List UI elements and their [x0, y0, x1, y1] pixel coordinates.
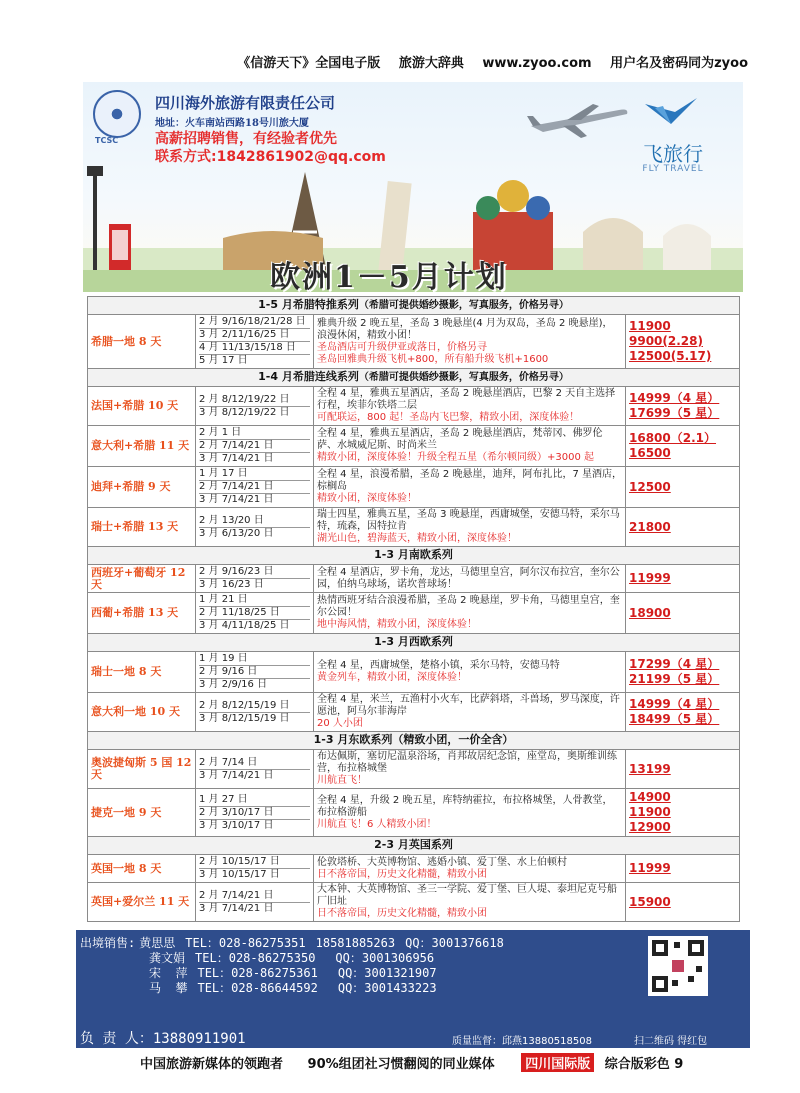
- departure-date: 2 月 8/12/15/19 日: [199, 700, 310, 713]
- itinerary-row: [88, 883, 740, 922]
- description-text: 瑞士四星，雅典五星，圣岛 3 晚悬崖，西庸城堡，安德马特，采尔马特，琉森，因特拉肯: [317, 509, 620, 532]
- itinerary-description: [314, 387, 626, 426]
- departure-dates: [196, 652, 314, 693]
- description-text: 布达佩斯，塞切尼温泉浴场，肖邦故居纪念馆，座堂岛，奥斯维训练营，布拉格城堡: [317, 751, 617, 774]
- itinerary-description: [314, 565, 626, 593]
- price-value: 12500: [629, 479, 671, 494]
- section-title: [88, 837, 740, 855]
- departure-date: 3 月 7/14/21 日: [199, 453, 274, 464]
- sales-qq: QQ：3001376618: [405, 936, 504, 950]
- header-line: [223, 52, 748, 71]
- departure-date: 1 月 17 日: [199, 468, 310, 481]
- manager-contact: 负 责 人：13880911901: [80, 1031, 246, 1047]
- price-value: 11999: [629, 571, 671, 585]
- sales-qq: QQ：3001321907: [337, 966, 437, 980]
- contact-email: 联系方式:1842861902@qq.com: [155, 149, 386, 165]
- departure-date: 1 月 27 日: [199, 794, 310, 807]
- price-cell: [626, 750, 740, 789]
- price-cell: [626, 426, 740, 467]
- section-title-text: 1-5 月希腊特推系列: [258, 298, 359, 311]
- route-name: 瑞士一地 8 天: [88, 652, 196, 693]
- sales-tel: TEL：028-86644592: [197, 981, 318, 995]
- sales-name: 宋 萍: [149, 966, 188, 980]
- bottom-slogan-line: [140, 1053, 683, 1072]
- departure-dates: [196, 750, 314, 789]
- qr-label: 扫二维码 得红包: [634, 1036, 708, 1047]
- sales-label: 出境销售:: [80, 936, 136, 950]
- itinerary-description: [314, 508, 626, 547]
- price-value: 14999（4 星）: [629, 391, 720, 405]
- website-link[interactable]: www.zyoo.com: [482, 56, 592, 71]
- departure-date: 2 月 13/20 日: [199, 515, 310, 528]
- page-header: [0, 0, 800, 80]
- itinerary-description: [314, 750, 626, 789]
- departure-date: 2 月 1 日: [199, 427, 310, 440]
- price-cell: [626, 883, 740, 922]
- itinerary-description: [314, 593, 626, 634]
- slogan-2: 90%组团社习惯翻阅的同业媒体: [307, 1057, 495, 1072]
- itinerary-description: [314, 467, 626, 508]
- departure-date: 2 月 10/15/17 日: [199, 856, 310, 869]
- departure-dates: [196, 315, 314, 369]
- sales-contact-row: [80, 936, 504, 951]
- airplane-icon: [523, 100, 633, 140]
- departure-dates: [196, 467, 314, 508]
- highlight-note: 川航直飞！: [317, 775, 367, 786]
- highlight-note: 精致小团，深度体验！升级全程五星（希尔顿同级）+3000 起: [317, 452, 595, 463]
- sales-label: [80, 981, 145, 995]
- section-header-row: [88, 837, 740, 855]
- price-value: 12500(5.17): [629, 349, 712, 363]
- quality-supervisor: 质量监督：邱燕13880518508: [452, 1036, 592, 1047]
- departure-dates: [196, 789, 314, 837]
- price-value: 11999: [629, 861, 671, 875]
- itinerary-row: [88, 750, 740, 789]
- departure-date: 3 月 8/12/19/22 日: [199, 406, 290, 418]
- itinerary-description: [314, 883, 626, 922]
- departure-dates: [196, 855, 314, 883]
- section-header-row: [88, 369, 740, 387]
- departure-date: 5 月 17 日: [199, 355, 248, 366]
- departure-date: 2 月 7/14/21 日: [199, 890, 310, 903]
- description-text: 全程 4 星，雅典五星酒店，圣岛 2 晚悬崖酒店，巴黎 2 天自主选择行程，埃菲尔铁塔二层: [317, 388, 616, 411]
- price-cell: [626, 855, 740, 883]
- departure-dates: [196, 565, 314, 593]
- price-value: 21199（5 星）: [629, 672, 720, 686]
- page-number-label: 综合版彩色 9: [604, 1057, 684, 1072]
- description-text: 伦敦塔桥、大英博物馆、逃婚小镇、爱丁堡、水上伯顿村: [317, 856, 567, 868]
- departure-date: 3 月 10/15/17 日: [199, 869, 280, 880]
- slogan: 中国旅游新媒体的领跑者: [140, 1057, 284, 1072]
- recruit-text: 高薪招聘销售，有经验者优先: [155, 131, 337, 147]
- itinerary-row: [88, 508, 740, 547]
- itinerary-description: [314, 855, 626, 883]
- company-logo-icon: [93, 90, 141, 138]
- departure-date: 2 月 3/10/17 日: [199, 807, 310, 820]
- sales-tel: TEL：028-86275350: [195, 951, 316, 965]
- login-note: 用户名及密码同为zyoo: [610, 56, 748, 71]
- description-text: 雅典升级 2 晚五星，圣岛 3 晚悬崖(4 月为双岛，圣岛 2 晚悬崖)，浪漫休闲，精致小团！: [317, 317, 613, 341]
- sales-contact-row: [80, 951, 504, 966]
- itinerary-row: [88, 693, 740, 732]
- route-name: 捷克一地 9 天: [88, 789, 196, 837]
- highlight-note: 20 人小团: [317, 718, 363, 729]
- price-cell: [626, 652, 740, 693]
- departure-date: 3 月 7/14/21 日: [199, 902, 274, 914]
- departure-dates: [196, 693, 314, 732]
- plan-title: 欧洲1－5月计划: [270, 260, 508, 295]
- sales-name: 马 攀: [149, 981, 188, 995]
- company-name: 四川海外旅游有限责任公司: [155, 94, 336, 112]
- departure-date: 3 月 4/11/18/25 日: [199, 620, 290, 631]
- itinerary-description: [314, 693, 626, 732]
- price-cell: [626, 789, 740, 837]
- price-value: 18499（5 星）: [629, 712, 720, 726]
- section-subtitle: （希腊可提供婚纱摄影，写真服务，价格另寻）: [358, 300, 569, 311]
- price-value: 17699（5 星）: [629, 406, 720, 420]
- itinerary-row: [88, 652, 740, 693]
- sales-mobile: 18581885263: [315, 936, 396, 950]
- section-title: [88, 732, 740, 750]
- section-title: [88, 634, 740, 652]
- description-text: 全程 4 星，西庸城堡，楚格小镇，采尔马特，安德马特: [317, 660, 560, 671]
- description-text: 全程 4 星，米兰，五渔村小火车，比萨斜塔，斗兽场，罗马深度，许愿池，阿马尔菲海岸: [317, 694, 620, 717]
- departure-date: 2 月 9/16/23 日: [199, 566, 310, 579]
- section-subtitle: （希腊可提供婚纱摄影，写真服务，价格另寻）: [358, 372, 569, 383]
- route-name: 西班牙+葡萄牙 12 天: [88, 565, 196, 593]
- sales-label: [80, 966, 145, 980]
- price-value: 14999（4 星）: [629, 697, 720, 711]
- route-name: 迪拜+希腊 9 天: [88, 467, 196, 508]
- description-text: 全程 4 星，升级 2 晚五星，库特纳霍拉，布拉格城堡，人骨教堂，布拉格游船: [317, 794, 613, 818]
- edition-tag: 四川国际版: [521, 1053, 594, 1072]
- departure-date: 2 月 7/14/21 日: [199, 440, 310, 453]
- fly-logo-en: FLY TRAVEL: [642, 164, 704, 174]
- company-address: 地址：火车南站西路18号川旅大厦: [155, 118, 309, 129]
- departure-dates: [196, 593, 314, 634]
- highlight-note: 地中海风情，精致小团，深度体验！: [317, 619, 477, 630]
- price-value: 12900: [629, 820, 671, 834]
- highlight-note: 日不落帝国，历史文化精髓，精致小团: [317, 908, 487, 919]
- price-value: 9900(2.28): [629, 334, 703, 348]
- section-header-row: [88, 297, 740, 315]
- price-value: 16500: [629, 446, 671, 460]
- price-value: 15900: [629, 894, 671, 909]
- departure-date: 3 月 8/12/15/19 日: [199, 712, 290, 724]
- price-cell: [626, 693, 740, 732]
- itinerary-description: [314, 315, 626, 369]
- section-title-text: 1-3 月东欧系列（精致小团，一价全含）: [313, 733, 514, 746]
- departure-date: 3 月 7/14/21 日: [199, 494, 274, 505]
- route-name: 法国+希腊 10 天: [88, 387, 196, 426]
- itinerary-row: [88, 789, 740, 837]
- itinerary-description: [314, 426, 626, 467]
- section-title-text: 2-3 月英国系列: [374, 838, 453, 851]
- qr-code-icon[interactable]: [648, 936, 708, 996]
- sales-qq: QQ：3001306956: [335, 951, 435, 965]
- price-value: 18900: [629, 605, 671, 620]
- route-name: 希腊一地 8 天: [88, 315, 196, 369]
- sales-tel: TEL：028-86275351: [185, 936, 306, 950]
- route-name: 瑞士+希腊 13 天: [88, 508, 196, 547]
- departure-date: 2 月 11/18/25 日: [199, 607, 310, 620]
- description-text: 全程 4 星，浪漫希腊，圣岛 2 晚悬崖，迪拜，阿布扎比，7 星酒店，棕榈岛: [317, 469, 622, 492]
- section-title: [88, 547, 740, 565]
- departure-dates: [196, 508, 314, 547]
- highlight-note: 日不落帝国，历史文化精髓，精致小团: [317, 868, 487, 880]
- departure-date: 1 月 21 日: [199, 594, 310, 607]
- company-logo-text: TCSC: [95, 136, 119, 145]
- price-value: 17299（4 星）: [629, 657, 720, 671]
- price-cell: [626, 565, 740, 593]
- price-value: 21800: [629, 519, 671, 534]
- section-title-text: 1-3 月西欧系列: [374, 635, 453, 648]
- price-cell: [626, 508, 740, 547]
- description-text: 大本钟、大英博物馆、圣三一学院、爱丁堡、巨人堤、泰坦尼克号船厂旧址: [317, 884, 617, 907]
- highlight-note: 精致小团，深度体验！: [317, 493, 417, 504]
- route-name: 英国+爱尔兰 11 天: [88, 883, 196, 922]
- highlight-note: 川航直飞！6 人精致小团！: [317, 818, 437, 830]
- route-name: 奥波捷匈斯 5 国 12 天: [88, 750, 196, 789]
- price-cell: [626, 593, 740, 634]
- price-value: 13199: [629, 761, 671, 776]
- departure-dates: [196, 387, 314, 426]
- highlight-note: 可配联运，800 起！圣岛内飞巴黎，精致小团，深度体验！: [317, 412, 580, 423]
- price-value: 16800（2.1）: [629, 431, 717, 445]
- sales-footer: [76, 930, 750, 1048]
- departure-date: 1 月 19 日: [199, 653, 310, 666]
- route-name: 意大利一地 10 天: [88, 693, 196, 732]
- section-header-row: [88, 732, 740, 750]
- sales-name: 龚文娟: [149, 951, 186, 965]
- route-name: 意大利+希腊 11 天: [88, 426, 196, 467]
- sales-contact-row: [80, 981, 504, 996]
- highlight-note: 黄金列车，精致小团，深度体验！: [317, 672, 467, 683]
- sales-contacts: [80, 936, 504, 996]
- departure-date: 2 月 7/14/21 日: [199, 481, 310, 494]
- sales-tel: TEL：028-86275361: [197, 966, 318, 980]
- section-title: [88, 297, 740, 315]
- itinerary-row: [88, 855, 740, 883]
- departure-date: 3 月 16/23 日: [199, 579, 264, 590]
- itinerary-table: [87, 296, 739, 922]
- itinerary-row: [88, 593, 740, 634]
- description-text: 全程 4 星酒店，罗卡角，龙达，马德里皇宫，阿尔汉布拉宫，奎尔公园，伯纳乌球场，诺坎普球场！: [317, 566, 620, 590]
- departure-date: 3 月 6/13/20 日: [199, 527, 274, 539]
- price-value: 11900: [629, 805, 671, 819]
- section-title-text: 1-4 月希腊连线系列: [258, 370, 359, 383]
- highlight-note: 圣岛酒店可升级伊亚或落日，价格另寻: [317, 341, 487, 353]
- sales-contact-row: [80, 966, 504, 981]
- section-name: 旅游大辞典: [398, 56, 464, 71]
- description-text: 热情西班牙结合浪漫希腊，圣岛 2 晚悬崖，罗卡角，马德里皇宫，奎尔公园！: [317, 595, 620, 618]
- price-value: 11900: [629, 319, 671, 333]
- magazine-title: 《信游天下》全国电子版: [237, 56, 381, 71]
- sales-qq: QQ：3001433223: [337, 981, 437, 995]
- itinerary-row: [88, 565, 740, 593]
- departure-date: 3 月 3/10/17 日: [199, 819, 274, 831]
- bird-icon: [641, 94, 701, 134]
- section-header-row: [88, 634, 740, 652]
- departure-date: 3 月 2/11/16/25 日: [199, 329, 310, 342]
- route-name: 西葡+希腊 13 天: [88, 593, 196, 634]
- section-title-text: 1-3 月南欧系列: [374, 548, 453, 561]
- price-cell: [626, 467, 740, 508]
- price-value: 14900: [629, 790, 671, 804]
- route-name: 英国一地 8 天: [88, 855, 196, 883]
- itinerary-row: [88, 426, 740, 467]
- itinerary-description: [314, 652, 626, 693]
- departure-dates: [196, 426, 314, 467]
- departure-date: 2 月 9/16/18/21/28 日: [199, 316, 310, 329]
- price-cell: [626, 315, 740, 369]
- description-text: 全程 4 星，雅典五星酒店，圣岛 2 晚悬崖酒店，梵蒂冈、佛罗伦萨、水城威尼斯、时尚米兰: [317, 428, 603, 451]
- departure-date: 2 月 9/16 日: [199, 666, 310, 679]
- sales-label: [80, 951, 145, 965]
- section-header-row: [88, 547, 740, 565]
- itinerary-row: [88, 315, 740, 369]
- departure-date: 2 月 8/12/19/22 日: [199, 394, 310, 407]
- section-title: [88, 369, 740, 387]
- itinerary-description: [314, 789, 626, 837]
- departure-dates: [196, 883, 314, 922]
- highlight-note: 圣岛回雅典升级飞机+800，所有船升级飞机+1600: [317, 353, 549, 365]
- itinerary-row: [88, 387, 740, 426]
- sales-name: 黄思思: [139, 936, 176, 950]
- price-cell: [626, 387, 740, 426]
- departure-date: 3 月 7/14/21 日: [199, 769, 274, 781]
- departure-date: 3 月 2/9/16 日: [199, 679, 268, 690]
- departure-date: 2 月 7/14 日: [199, 757, 310, 770]
- itinerary-row: [88, 467, 740, 508]
- fly-logo-cn: 飞旅行: [643, 142, 703, 166]
- highlight-note: 湖光山色，碧海蓝天，精致小团，深度体验！: [317, 533, 517, 544]
- departure-date: 4 月 11/13/15/18 日: [199, 342, 310, 355]
